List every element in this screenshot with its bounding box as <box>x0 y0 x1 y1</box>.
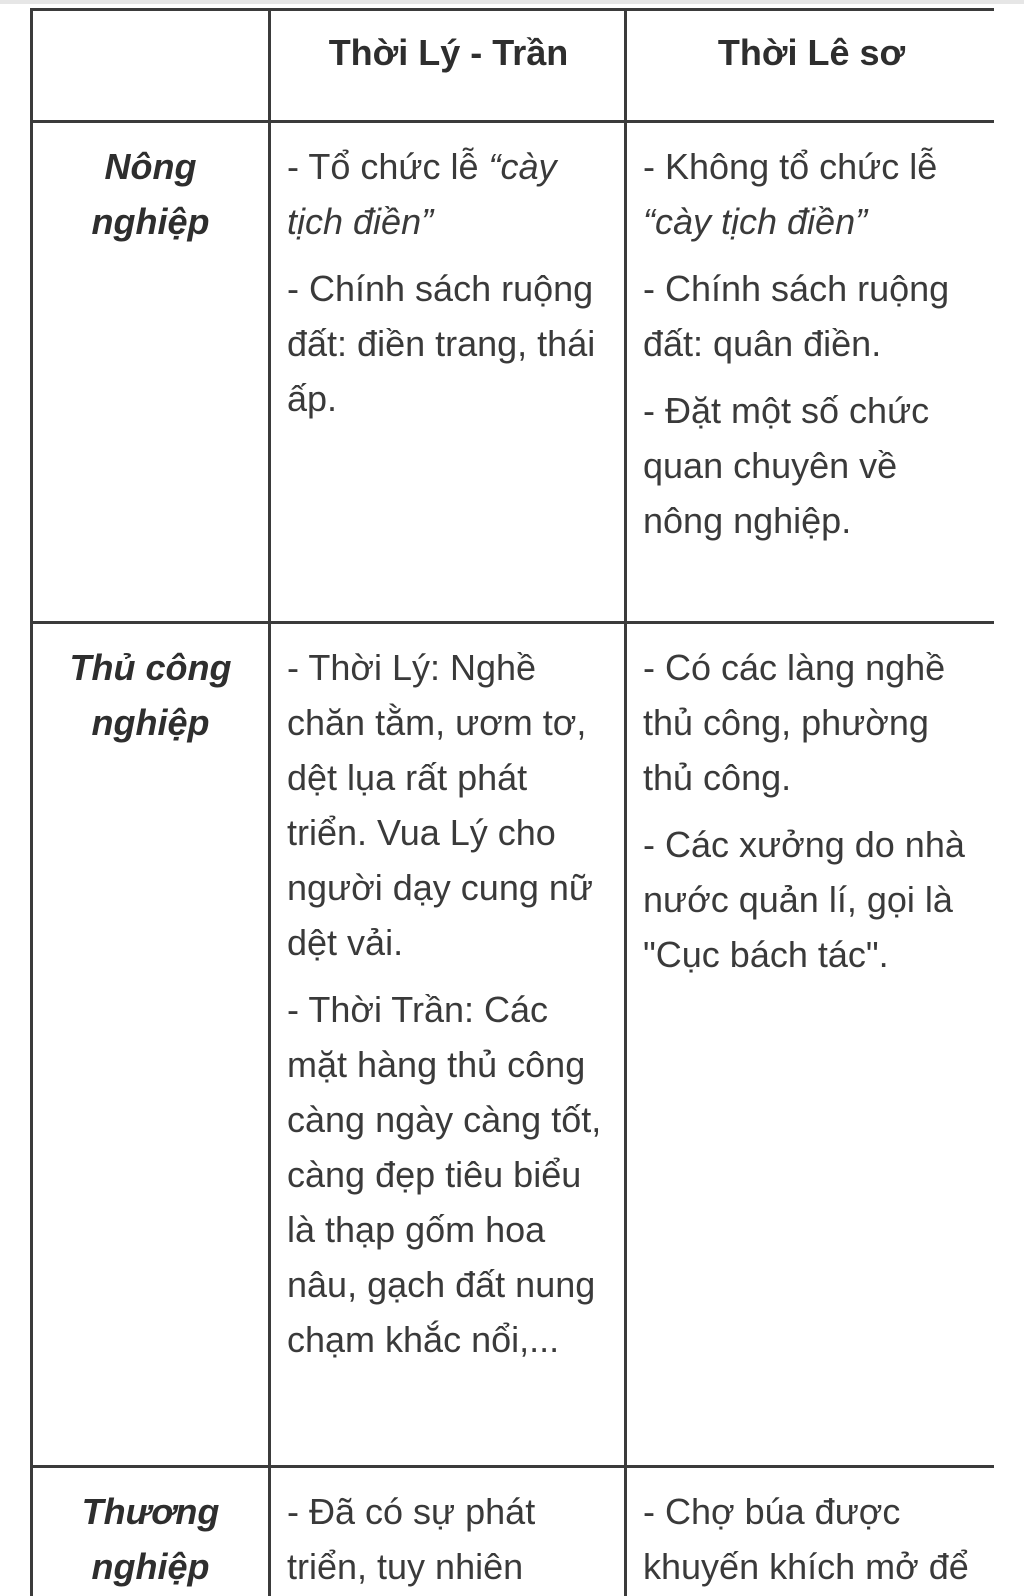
top-strip <box>0 0 1024 4</box>
header-le-so: Thời Lê sơ <box>626 10 995 122</box>
paragraph-prefix: - Không tổ chức lễ <box>643 146 938 187</box>
comparison-table <box>30 8 994 1596</box>
paragraph-italic: “cày tịch điền” <box>287 146 557 242</box>
cell-agriculture-ly-tran <box>270 122 626 623</box>
paragraph: - Chính sách ruộng đất: điền trang, thái ấp. <box>287 268 596 419</box>
paragraph: - Đặt một số chức quan chuyên về nông nghiệp. <box>643 390 930 541</box>
table-row-handicraft <box>32 623 995 1467</box>
paragraph-prefix: - Tổ chức lễ <box>287 146 489 187</box>
row-label-handicraft: Thủ công nghiệp <box>32 623 270 1467</box>
paragraph: - Các xưởng do nhà nước quản lí, gọi là "Cục bách tác". <box>643 824 965 975</box>
cell-handicraft-le-so <box>626 623 995 1467</box>
paragraph: - Có các làng nghề thủ công, phường thủ công. <box>643 647 946 798</box>
cell-handicraft-ly-tran <box>270 623 626 1467</box>
table-row-commerce <box>32 1467 995 1596</box>
row-label-commerce: Thương nghiệp <box>32 1467 270 1596</box>
cell-commerce-ly-tran <box>270 1467 626 1596</box>
cell-commerce-le-so <box>626 1467 995 1596</box>
table-row-agriculture <box>32 122 995 623</box>
header-ly-tran: Thời Lý - Trần <box>270 10 626 122</box>
paragraph: - Chính sách ruộng đất: quân điền. <box>643 268 950 364</box>
row-label-agriculture: Nông nghiệp <box>32 122 270 623</box>
paragraph: - Đã có sự phát triển, tuy nhiên <box>287 1491 536 1587</box>
header-empty-cell <box>32 10 270 122</box>
paragraph <box>287 139 610 249</box>
comparison-table-container <box>30 8 994 1596</box>
cell-agriculture-le-so <box>626 122 995 623</box>
paragraph: - Thời Trần: Các mặt hàng thủ công càng ngày càng tốt, càng đẹp tiêu biểu là thạp gốm hoa nâu, gạch đất nung chạm khắc nổi,... <box>287 989 602 1360</box>
table-header-row <box>32 10 995 122</box>
paragraph <box>643 139 980 249</box>
paragraph: - Thời Lý: Nghề chăn tằm, ươm tơ, dệt lụa rất phát triển. Vua Lý cho người dạy cung nữ dệt vải. <box>287 647 593 963</box>
paragraph: - Chợ búa được khuyến khích mở để <box>643 1491 969 1587</box>
paragraph-italic: “cày tịch điền” <box>643 201 868 242</box>
